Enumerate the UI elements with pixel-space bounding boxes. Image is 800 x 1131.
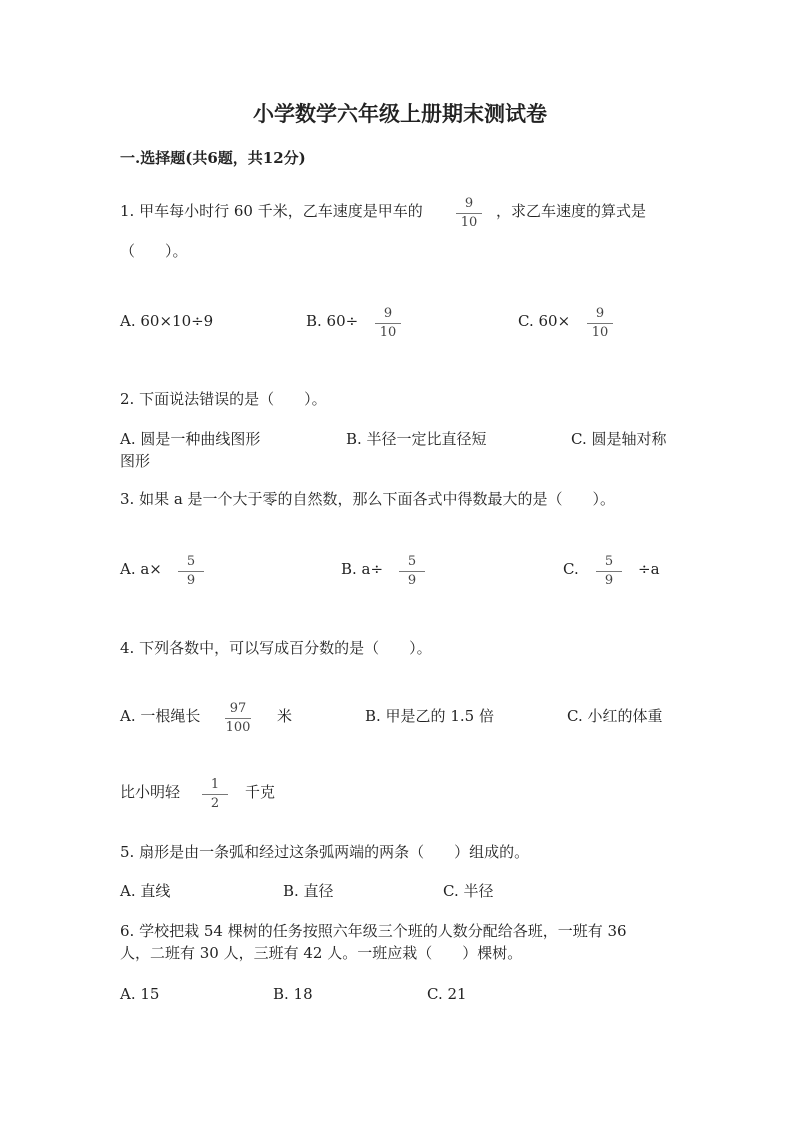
q6-stem-line1: 6. 学校把栽 54 棵树的任务按照六年级三个班的人数分配给各班，一班有 36 [120, 922, 627, 940]
q3-option-a[interactable]: A. a× [120, 560, 162, 578]
fraction-numerator: 5 [186, 554, 196, 569]
q6-option-c[interactable]: C. 21 [427, 985, 467, 1003]
fraction-bar [225, 718, 251, 719]
section-heading: 一.选择题(共6题，共12分) [120, 149, 306, 167]
q3-option-b[interactable]: B. a÷ [341, 560, 384, 578]
q5-stem: 5. 扇形是由一条弧和经过这条弧两端的两条（ ）组成的。 [120, 843, 530, 861]
q4-stem: 4. 下列各数中，可以写成百分数的是（ ）。 [120, 639, 432, 657]
fraction-denominator: 9 [186, 573, 196, 588]
q6-option-a[interactable]: A. 15 [120, 985, 160, 1003]
q2-stem: 2. 下面说法错误的是（ ）。 [120, 390, 327, 408]
q1-stem-part2: ，求乙车速度的算式是 [496, 202, 647, 220]
q1-option-a[interactable]: A. 60×10÷9 [120, 312, 214, 330]
fraction-denominator: 9 [604, 573, 614, 588]
fraction-numerator: 5 [407, 554, 417, 569]
fraction-numerator: 97 [229, 701, 247, 716]
q6-stem-line2: 人，二班有 30 人，三班有 42 人。一班应栽（ ）棵树。 [120, 944, 523, 962]
q5-option-c[interactable]: C. 半径 [443, 882, 494, 900]
q3-option-c[interactable]: C. [563, 560, 579, 578]
q4-option-b[interactable]: B. 甲是乙的 1.5 倍 [365, 707, 494, 725]
q1-option-c-fraction [585, 306, 615, 341]
q4-option-c-unit: 千克 [245, 783, 276, 801]
q3-option-a-fraction [176, 554, 206, 589]
q5-option-b[interactable]: B. 直径 [283, 882, 334, 900]
fraction-denominator: 2 [210, 796, 220, 811]
fraction-denominator: 10 [379, 325, 397, 340]
q4-option-a[interactable]: A. 一根绳长 [120, 707, 201, 725]
q4-option-c-fraction [200, 777, 230, 812]
q1-option-b[interactable]: B. 60÷ [306, 312, 359, 330]
fraction-bar [456, 213, 482, 214]
page-title: 小学数学六年级上册期末测试卷 [253, 101, 547, 126]
fraction-numerator: 9 [383, 306, 393, 321]
q1-option-c[interactable]: C. 60× [518, 312, 571, 330]
q3-option-c-fraction [594, 554, 624, 589]
fraction-numerator: 1 [210, 777, 220, 792]
q1-fraction-numerator: 9 [464, 196, 474, 211]
q6-option-b[interactable]: B. 18 [273, 985, 313, 1003]
q4-option-c[interactable]: C. 小红的体重 [567, 707, 663, 725]
q5-option-a[interactable]: A. 直线 [120, 882, 171, 900]
q1-option-b-fraction [373, 306, 403, 341]
fraction-denominator: 9 [407, 573, 417, 588]
q1-fraction [454, 196, 484, 231]
q2-option-c-continued: 图形 [120, 452, 151, 470]
fraction-bar [178, 571, 204, 572]
fraction-denominator: 10 [591, 325, 609, 340]
fraction-numerator: 5 [604, 554, 614, 569]
q4-option-c-continued: 比小明轻 [120, 783, 181, 801]
q1-stem-part3: （ ）。 [120, 242, 188, 260]
q3-option-b-fraction [397, 554, 427, 589]
q2-option-a[interactable]: A. 圆是一种曲线图形 [120, 430, 261, 448]
q2-option-c[interactable]: C. 圆是轴对称 [571, 430, 667, 448]
q3-option-c-tail: ÷a [638, 560, 660, 578]
fraction-numerator: 9 [595, 306, 605, 321]
fraction-bar [375, 323, 401, 324]
q1-stem-part1: 1. 甲车每小时行 60 千米，乙车速度是甲车的 [120, 202, 423, 220]
q4-option-a-fraction [223, 701, 253, 736]
fraction-denominator: 100 [225, 720, 251, 735]
q4-option-a-unit: 米 [277, 707, 293, 725]
q3-stem: 3. 如果 a 是一个大于零的自然数，那么下面各式中得数最大的是（ ）。 [120, 490, 616, 508]
fraction-bar [596, 571, 622, 572]
q2-option-b[interactable]: B. 半径一定比直径短 [346, 430, 487, 448]
q1-fraction-denominator: 10 [460, 215, 478, 230]
fraction-bar [399, 571, 425, 572]
fraction-bar [587, 323, 613, 324]
fraction-bar [202, 794, 228, 795]
